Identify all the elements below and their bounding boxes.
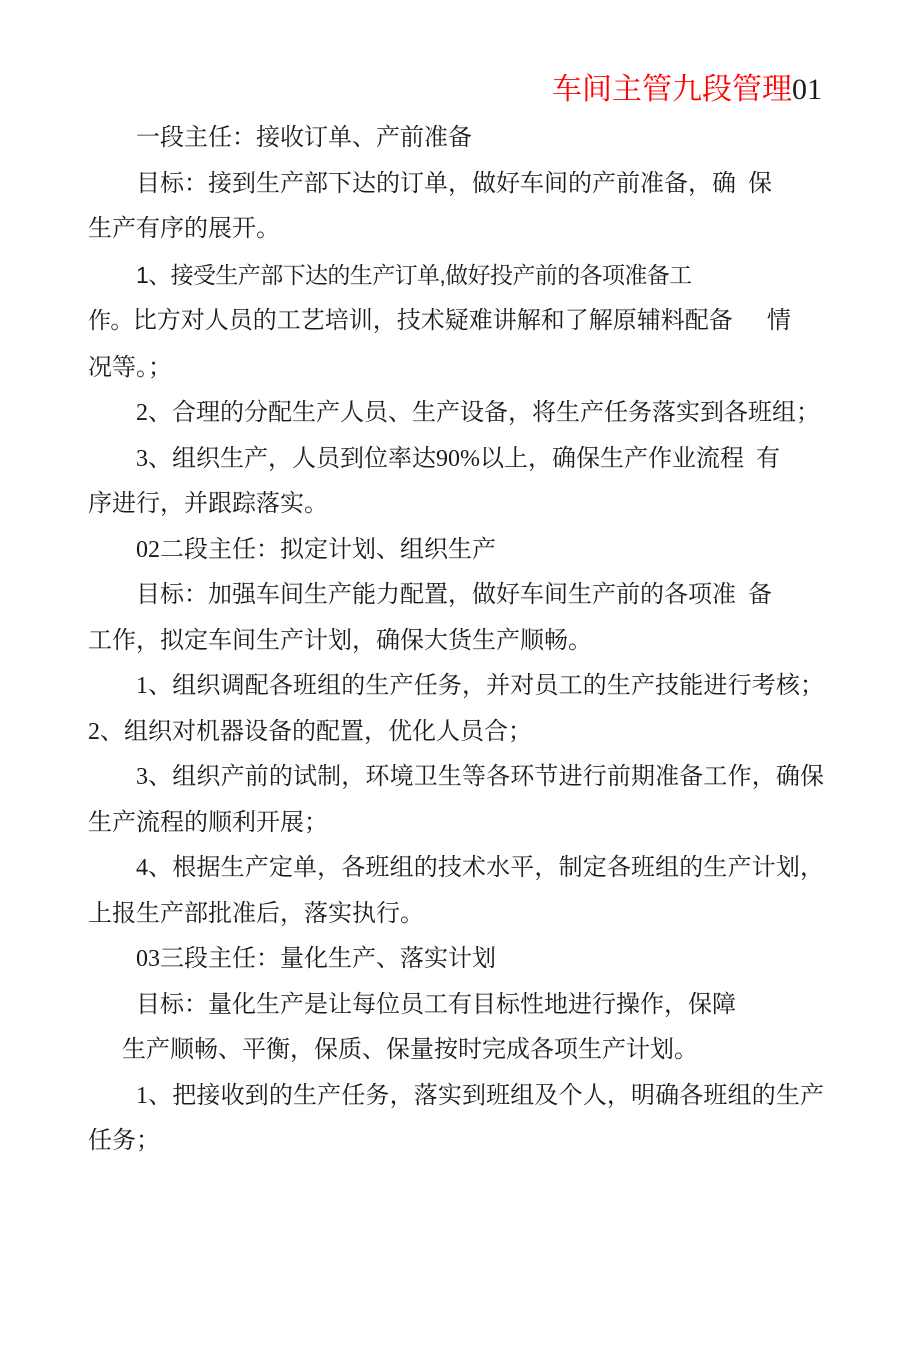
section-2-item-4: 4、根据生产定单，各班组的技术水平，制定各班组的生产计划，上报生产部批准后，落实执行。 (88, 855, 824, 927)
section-1-item-1-d: 情 (766, 308, 791, 334)
section-3-goal (88, 983, 824, 1074)
section-2-item-1: 1、组织调配各班组的生产任务，并对员工的生产技能进行考核；2、组织对机器设备的配置，优化人员合； (88, 673, 824, 745)
document-body (88, 66, 824, 1165)
page-title-number: 01 (792, 73, 822, 106)
page-title-text: 车间主管九段管理 (552, 73, 792, 106)
section-1-goal (88, 162, 824, 253)
section-1-item-3-c: 序进行，并跟踪落实。 (88, 491, 328, 517)
section-3-goal-line-2: 生产顺畅、平衡，保质、保量按时完成各项生产计划。 (122, 1037, 698, 1063)
section-1-goal-line-1: 目标：接到生产部下达的订单，做好车间的产前准备，确 (136, 170, 736, 197)
page-title (88, 66, 824, 114)
section-2-goal-line-1-tail: 备 (748, 582, 772, 608)
section-1-item-1-a: 1、接受生产部下达的生产订单,做好投产前的各项准备工 (136, 261, 692, 288)
section-2-heading: 02二段主任：拟定计划、组织生产 (136, 536, 496, 563)
section-1-heading: 一段主任：接收订单、产前准备 (136, 125, 472, 151)
section-1-item-1-b: 作。 (88, 307, 133, 333)
section-1-item-3-a: 3、组织生产，人员到位率达90%以上，确保生产作业流程 (136, 445, 744, 472)
section-1-item-3 (88, 437, 824, 528)
section-1-goal-line-2: 生产有序的展开。 (88, 216, 280, 242)
section-2-goal-line-1: 目标：加强车间生产能力配置，做好车间生产前的各项准 (136, 582, 736, 608)
section-1-item-1 (88, 253, 824, 392)
section-3-goal-line-1: 目标：量化生产是让每位员工有目标性地进行操作，保障 (136, 991, 736, 1018)
section-2-item-3: 3、组织产前的试制，环境卫生等各环节进行前期准备工作，确保生产流程的顺利开展； (88, 764, 824, 836)
section-1-item-1-c: 比方对人员的工艺培训，技术疑难讲解和了解原辅料配备 (132, 308, 733, 334)
section-2-goal (88, 573, 824, 664)
section-2-goal-line-2: 工作，拟定车间生产计划，确保大货生产顺畅。 (88, 627, 592, 654)
section-3-heading: 03三段主任：量化生产、落实计划 (136, 946, 496, 972)
section-1-item-1-e: 况等。； (88, 354, 172, 381)
section-1-goal-line-1-tail: 保 (748, 170, 772, 197)
section-3-item-1: 1、把接收到的生产任务，落实到班组及个人，明确各班组的生产任务； (88, 1082, 824, 1154)
section-1-item-2: 2、合理的分配生产人员、生产设备，将生产任务落实到各班组； (136, 400, 820, 426)
section-1-item-3-b: 有 (756, 445, 780, 472)
